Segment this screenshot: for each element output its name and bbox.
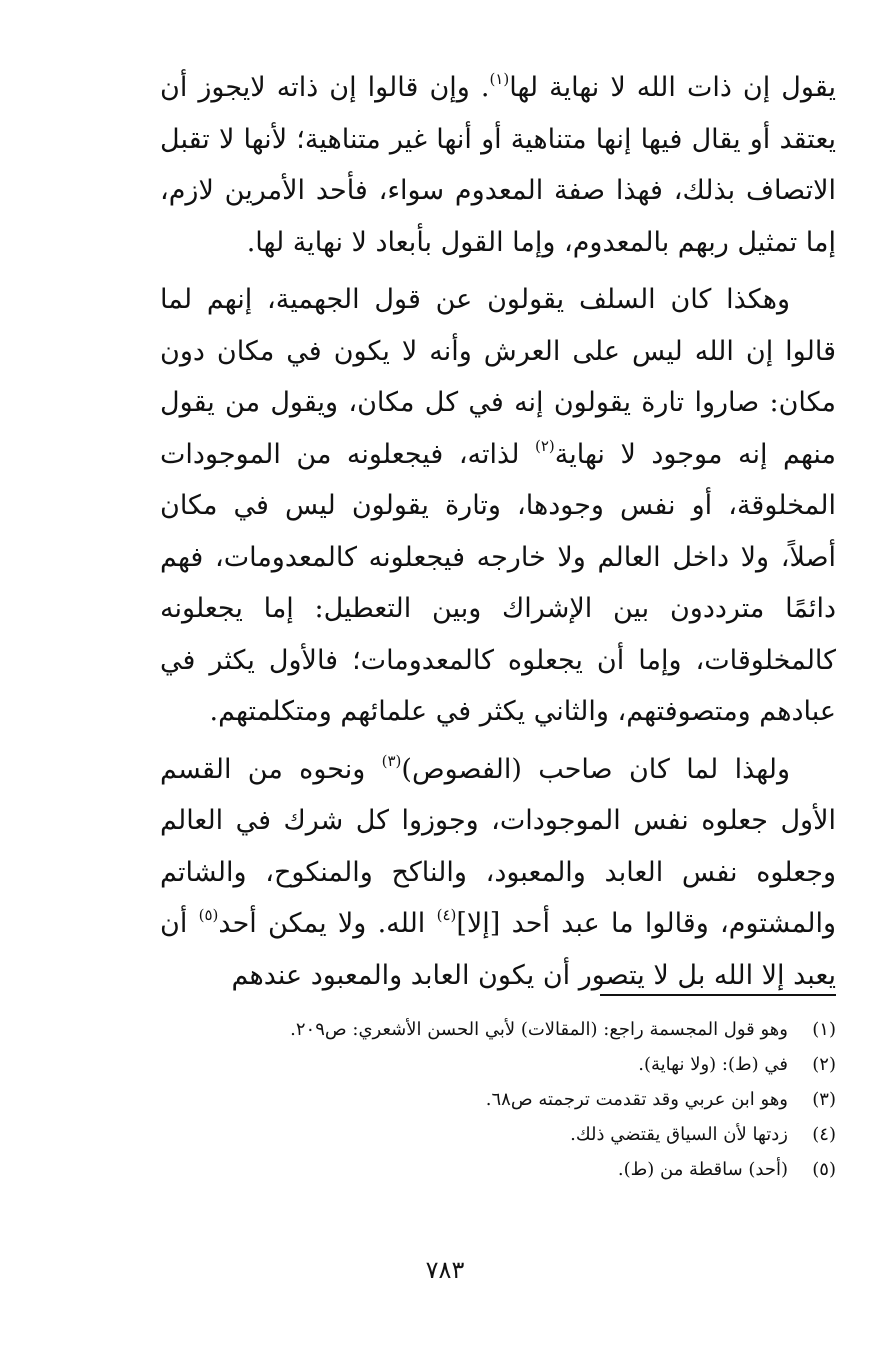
main-text — [160, 62, 836, 1001]
page-number: ٧٨٣ — [425, 1256, 465, 1284]
footnote-number: (٤) — [812, 1124, 836, 1145]
footnote-text: زدتها لأن السياق يقتضي ذلك. — [570, 1124, 788, 1145]
footnote-number: (١) — [812, 1019, 836, 1040]
paragraph-1 — [160, 62, 836, 268]
footnote-item — [160, 1117, 836, 1152]
paragraph-3 — [160, 744, 836, 1002]
footnote-ref-2: (٢) — [534, 436, 555, 455]
footnote-ref-5: (٥) — [198, 906, 219, 924]
footnote-text: وهو ابن عربي وقد تقدمت ترجمته ص٦٨. — [485, 1089, 788, 1110]
footnote-text: وهو قول المجسمة راجع: (المقالات) لأبي الحسن الأشعري: ص٢٠٩. — [290, 1019, 788, 1040]
footnote-number: (٣) — [812, 1089, 836, 1110]
paragraph-2-text-a: وهكذا كان السلف يقولون عن قول الجهمية، إنهم لما قالوا إن الله ليس على العرش وأنه لا يكون في مكان دون مكان: صاروا تارة يقولون إنه في كل مكان، ويقول من يقول منهم إنه موجود لا نهاية — [160, 284, 837, 470]
footnote-ref-3: (٣) — [381, 751, 402, 770]
footnote-text: في (ط): (ولا نهاية). — [638, 1054, 788, 1075]
footnote-number: (٢) — [812, 1054, 836, 1075]
paragraph-1-text-a: يقول إن ذات الله لا نهاية لها — [509, 72, 837, 103]
footnote-divider — [600, 994, 836, 996]
footnote-ref-4: (٤) — [436, 906, 457, 924]
footnotes-list — [160, 1012, 836, 1187]
footnote-item — [160, 1152, 836, 1187]
footnote-item — [160, 1082, 836, 1117]
footnote-text: (أحد) ساقطة من (ط). — [617, 1159, 788, 1180]
paragraph-3-text-d: أن يعبد إلا الله بل لا يتصور أن يكون العابد والمعبود عندهم — [160, 908, 836, 991]
paragraph-3-text-b: ونحوه من القسم الأول جعلوه نفس الموجودات، وجوزوا كل شرك في العالم وجعلوه نفس العابد والمعبود، والناكح والمنكوح، والشاتم والمشتوم، وقالوا ما عبد أحد [إلا] — [160, 753, 837, 939]
footnote-item — [160, 1047, 836, 1082]
paragraph-2-text-b: لذاته، فيجعلونه من الموجودات المخلوقة، أو نفس وجودها، وتارة يقولون ليس في مكان أصلاً، ولا داخل العالم ولا خارجه فيجعلونه كالمعدومات، فهم دائمًا مترددون بين الإشراك وبين التعطيل: إما يجعلونه كالمخلوقات، وإما أن يجعلوه كالمعدومات؛ فالأول يكثر في عبادهم ومتصوفتهم، والثاني يكثر في علمائهم ومتكلمتهم. — [160, 438, 836, 727]
paragraph-3-text-a: ولهذا لما كان صاحب (الفصوص) — [401, 753, 791, 785]
footnote-ref-1: (١) — [489, 70, 510, 88]
paragraph-2 — [160, 274, 836, 738]
paragraph-1-text-b: . وإن قالوا إن ذاته لايجوز أن يعتقد أو يقال فيها إنها متناهية أو أنها غير متناهية؛ لأنها لا تقبل الاتصاف بذلك، فهذا صفة المعدوم سواء، فأحد الأمرين لازم، إما تمثيل ربهم بالمعدوم، وإما القول بأبعاد لا نهاية لها. — [160, 72, 836, 258]
footnote-number: (٥) — [812, 1159, 836, 1180]
paragraph-3-text-c: الله. ولا يمكن أحد — [218, 908, 437, 939]
footnote-item — [160, 1012, 836, 1047]
